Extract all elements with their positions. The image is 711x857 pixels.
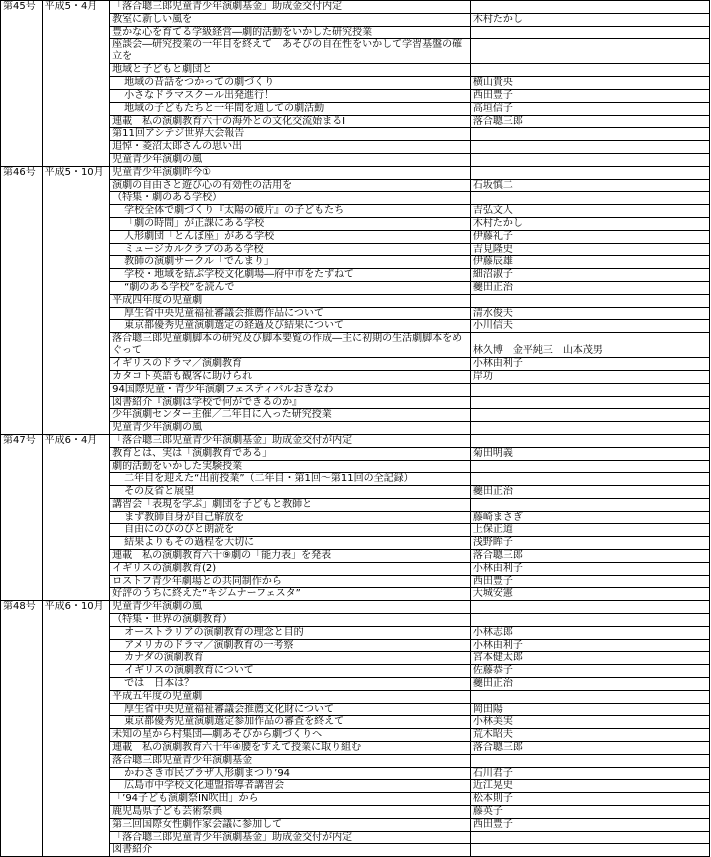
article-title: 東京都優秀児童演劇選定の経過及び結果について <box>110 320 471 333</box>
issue-number: 第46号 <box>1 166 43 434</box>
article-title: 児童青少年演劇昨今① <box>110 166 471 179</box>
table-row <box>1 601 710 614</box>
article-author: 細沼淑子 <box>470 269 709 282</box>
article-author: 清水俊夫 <box>470 307 709 320</box>
article-author <box>470 460 709 473</box>
article-author <box>470 294 709 307</box>
article-author: 高垣信子 <box>470 102 709 115</box>
article-author: 西田豊子 <box>470 575 709 588</box>
issue-number: 第47号 <box>1 434 43 600</box>
article-author <box>470 754 709 767</box>
article-title: 演劇の自由さと遊び心の有効性の活用を <box>110 179 471 192</box>
article-author: 落合聰三郎 <box>470 742 709 755</box>
article-author: 藤英子 <box>470 806 709 819</box>
article-title: 「落合聰三郎児童青少年演劇基金」助成金交付が内定 <box>110 434 471 447</box>
article-author <box>470 614 709 627</box>
article-title: 「劇の時間」が正課にある学校 <box>110 217 471 230</box>
article-author: 西田豊子 <box>470 818 709 831</box>
article-title: 東京都優秀児童演劇選定参加作品の審査を終えて <box>110 716 471 729</box>
article-title: ミュージカルクラブのある学校 <box>110 243 471 256</box>
article-title: 「落合聰三郎児童青少年演劇基金」助成金交付内定 <box>110 1 471 14</box>
article-title: 学校・地域を結ぶ学校文化劇場―府中市をたずねて <box>110 269 471 282</box>
article-author: 吉弘文人 <box>470 205 709 218</box>
article-title: カタコト英語も観客に助けられ <box>110 370 471 383</box>
issue-date: 平成6・10月 <box>42 601 110 857</box>
issue-date: 平成5・4月 <box>42 1 110 167</box>
article-author: 荒木昭夫 <box>470 729 709 742</box>
article-title: 連載 私の演劇教育六十年④腰をすえて授業に取り組む <box>110 742 471 755</box>
article-title: 連載 私の演劇教育六十⑨劇の「能力表」を発表 <box>110 550 471 563</box>
issue-date: 平成5・10月 <box>42 166 110 434</box>
article-title: 講習会「表現を学ぶ」劇団を子どもと教師と <box>110 498 471 511</box>
article-author: 岸功 <box>470 370 709 383</box>
article-author <box>470 422 709 435</box>
article-author <box>470 1 709 14</box>
article-author: 木村たかし <box>470 13 709 26</box>
article-title: 平成五年度の児童劇 <box>110 690 471 703</box>
article-author <box>470 141 709 154</box>
article-author <box>470 64 709 77</box>
article-title: イギリスの演劇教育(2) <box>110 562 471 575</box>
article-title: 児童青少年演劇の風 <box>110 422 471 435</box>
article-author <box>470 498 709 511</box>
article-title: 連載 私の演劇教育六十の海外との文化交流始まるⅠ <box>110 115 471 128</box>
article-author: 小林由利子 <box>470 358 709 371</box>
article-title: 鹿児島県子ども芸術祭典 <box>110 806 471 819</box>
article-title: 未知の星から村集団―劇あそびから劇づくりへ <box>110 729 471 742</box>
article-author: 小林由利子 <box>470 639 709 652</box>
article-title: アメリカのドラマ／演劇教育の一考察 <box>110 639 471 652</box>
article-title: 学校全体で劇づくり『太陽の破片』の子どもたち <box>110 205 471 218</box>
article-author: 横山貴央 <box>470 77 709 90</box>
article-title: 好評のうちに終えた“キジムナーフェスタ” <box>110 588 471 601</box>
issue-number: 第45号 <box>1 1 43 167</box>
article-title: 地域の昔話をつかっての劇づくり <box>110 77 471 90</box>
article-title: 教師の演劇サークル「でんまり」 <box>110 256 471 269</box>
article-title: 人形劇団「とんぼ座」がある学校 <box>110 230 471 243</box>
article-author: 菊田明義 <box>470 447 709 460</box>
article-title: 児童青少年演劇の風 <box>110 601 471 614</box>
table-row <box>1 434 710 447</box>
article-author: 落合聰三郎 <box>470 115 709 128</box>
article-author: 林久博 金平純三 山本茂男 <box>470 333 709 358</box>
article-author: 浅野眸子 <box>470 537 709 550</box>
article-title: 厚生省中央児童福祉審議会推薦文化財について <box>110 703 471 716</box>
article-title: 教育とは、実は「演劇教育である」 <box>110 447 471 460</box>
table-row <box>1 166 710 179</box>
article-title: かわさき市民プラザ人形劇まつり’94 <box>110 767 471 780</box>
article-author: 藤崎まさぎ <box>470 511 709 524</box>
article-title: まず教師自身が自己解放を <box>110 511 471 524</box>
article-author <box>470 26 709 39</box>
article-title: 地域の子どもたちと一年間を通しての劇活動 <box>110 102 471 115</box>
article-title: 「’94子ども演劇祭IN吹田」から <box>110 793 471 806</box>
article-title: 「落合聰三郎児童青少年演劇基金」助成金交付が内定 <box>110 831 471 844</box>
article-title: では 日本は？ <box>110 678 471 691</box>
article-author: 宮本健太郎 <box>470 652 709 665</box>
article-title: イギリスのドラマ／演劇教育 <box>110 358 471 371</box>
article-author: 佐藤恭子 <box>470 665 709 678</box>
article-title: ロストフ青少年劇場との共同制作から <box>110 575 471 588</box>
article-title: 豊かな心を育てる学級経営―劇的活動をいかした研究授業 <box>110 26 471 39</box>
issue-index-body <box>1 1 710 857</box>
article-title: （特集・世界の演劇教育） <box>110 614 471 627</box>
article-author <box>470 690 709 703</box>
article-author: 小林美実 <box>470 716 709 729</box>
article-author <box>470 383 709 396</box>
article-author: 伊藤礼子 <box>470 230 709 243</box>
article-title: 落合聰三郎児童劇脚本の研究及び脚本要覧の作成―主に初期の生活劇脚本をめぐって <box>110 333 471 358</box>
article-author: 西田豊子 <box>470 89 709 102</box>
article-title: 教室に新しい風を <box>110 13 471 26</box>
article-author <box>470 601 709 614</box>
article-title: 追悼・菱沼太郎さんの思い出 <box>110 141 471 154</box>
issue-number: 第48号 <box>1 601 43 857</box>
article-title: 厚生省中央児童福祉審議会推薦作品について <box>110 307 471 320</box>
article-title: （特集・劇のある学校） <box>110 192 471 205</box>
article-title: その反省と展望 <box>110 486 471 499</box>
article-author: 小川信夫 <box>470 320 709 333</box>
article-author: 石坂慎二 <box>470 179 709 192</box>
issue-date: 平成6・4月 <box>42 434 110 600</box>
article-author: 小林志郎 <box>470 626 709 639</box>
article-author <box>470 844 709 857</box>
article-title: 第11回アシテジ世界大会報告 <box>110 128 471 141</box>
article-title: 図書紹介『演劇は学校で何ができるのか』 <box>110 396 471 409</box>
article-title: 平成四年度の児童劇 <box>110 294 471 307</box>
article-author <box>470 473 709 486</box>
article-author <box>470 166 709 179</box>
article-title: 地域と子どもと劇団と <box>110 64 471 77</box>
article-author <box>470 39 709 64</box>
article-title: 劇的活動をいかした実験授業 <box>110 460 471 473</box>
article-author: 虁田正治 <box>470 486 709 499</box>
article-author: 落合聰三郎 <box>470 550 709 563</box>
article-title: 第三回国際女性劇作家会議に参加して <box>110 818 471 831</box>
article-title: 94国際児童・青少年演劇フェスティバルおきなわ <box>110 383 471 396</box>
article-author: 吉見隆史 <box>470 243 709 256</box>
article-author: 近江晃史 <box>470 780 709 793</box>
article-title: オーストラリアの演劇教育の理念と目的 <box>110 626 471 639</box>
article-author: 小林由利子 <box>470 562 709 575</box>
article-title: 少年演劇センター主催／二年目に入った研究授業 <box>110 409 471 422</box>
article-author <box>470 192 709 205</box>
article-author <box>470 831 709 844</box>
article-title: 児童青少年演劇の風 <box>110 153 471 166</box>
article-title: 結果よりもその過程を大切に <box>110 537 471 550</box>
article-author: 石川君子 <box>470 767 709 780</box>
article-title: 広島市中学校文化連盟指導者講習会 <box>110 780 471 793</box>
article-author <box>470 396 709 409</box>
article-title: 落合聰三郎児童青少年演劇基金 <box>110 754 471 767</box>
article-author: 上保正道 <box>470 524 709 537</box>
article-author <box>470 434 709 447</box>
article-author: 木村たかし <box>470 217 709 230</box>
article-author: 岡田陽 <box>470 703 709 716</box>
article-title: “劇のある学校”を読んで <box>110 281 471 294</box>
article-title: 小さなドラマスクール出発進行！ <box>110 89 471 102</box>
table-row <box>1 1 710 14</box>
article-title: 二年目を迎えた“出前授業”（二年目・第1回～第11回の全記録） <box>110 473 471 486</box>
article-title: 座談会―研究授業の一年目を終えて あそびの自在性をいかして学習基盤の確立を <box>110 39 471 64</box>
article-author: 伊藤辰雄 <box>470 256 709 269</box>
article-author <box>470 409 709 422</box>
article-title: イギリスの演劇教育について <box>110 665 471 678</box>
article-author: 大城安憲 <box>470 588 709 601</box>
article-author <box>470 153 709 166</box>
article-author: 虁田正治 <box>470 281 709 294</box>
article-author <box>470 128 709 141</box>
article-title: 自由にのびのびと朗読を <box>110 524 471 537</box>
article-author: 松本則子 <box>470 793 709 806</box>
article-author: 虁田正治 <box>470 678 709 691</box>
article-title: 図書紹介 <box>110 844 471 857</box>
article-title: カナダの演劇教育 <box>110 652 471 665</box>
